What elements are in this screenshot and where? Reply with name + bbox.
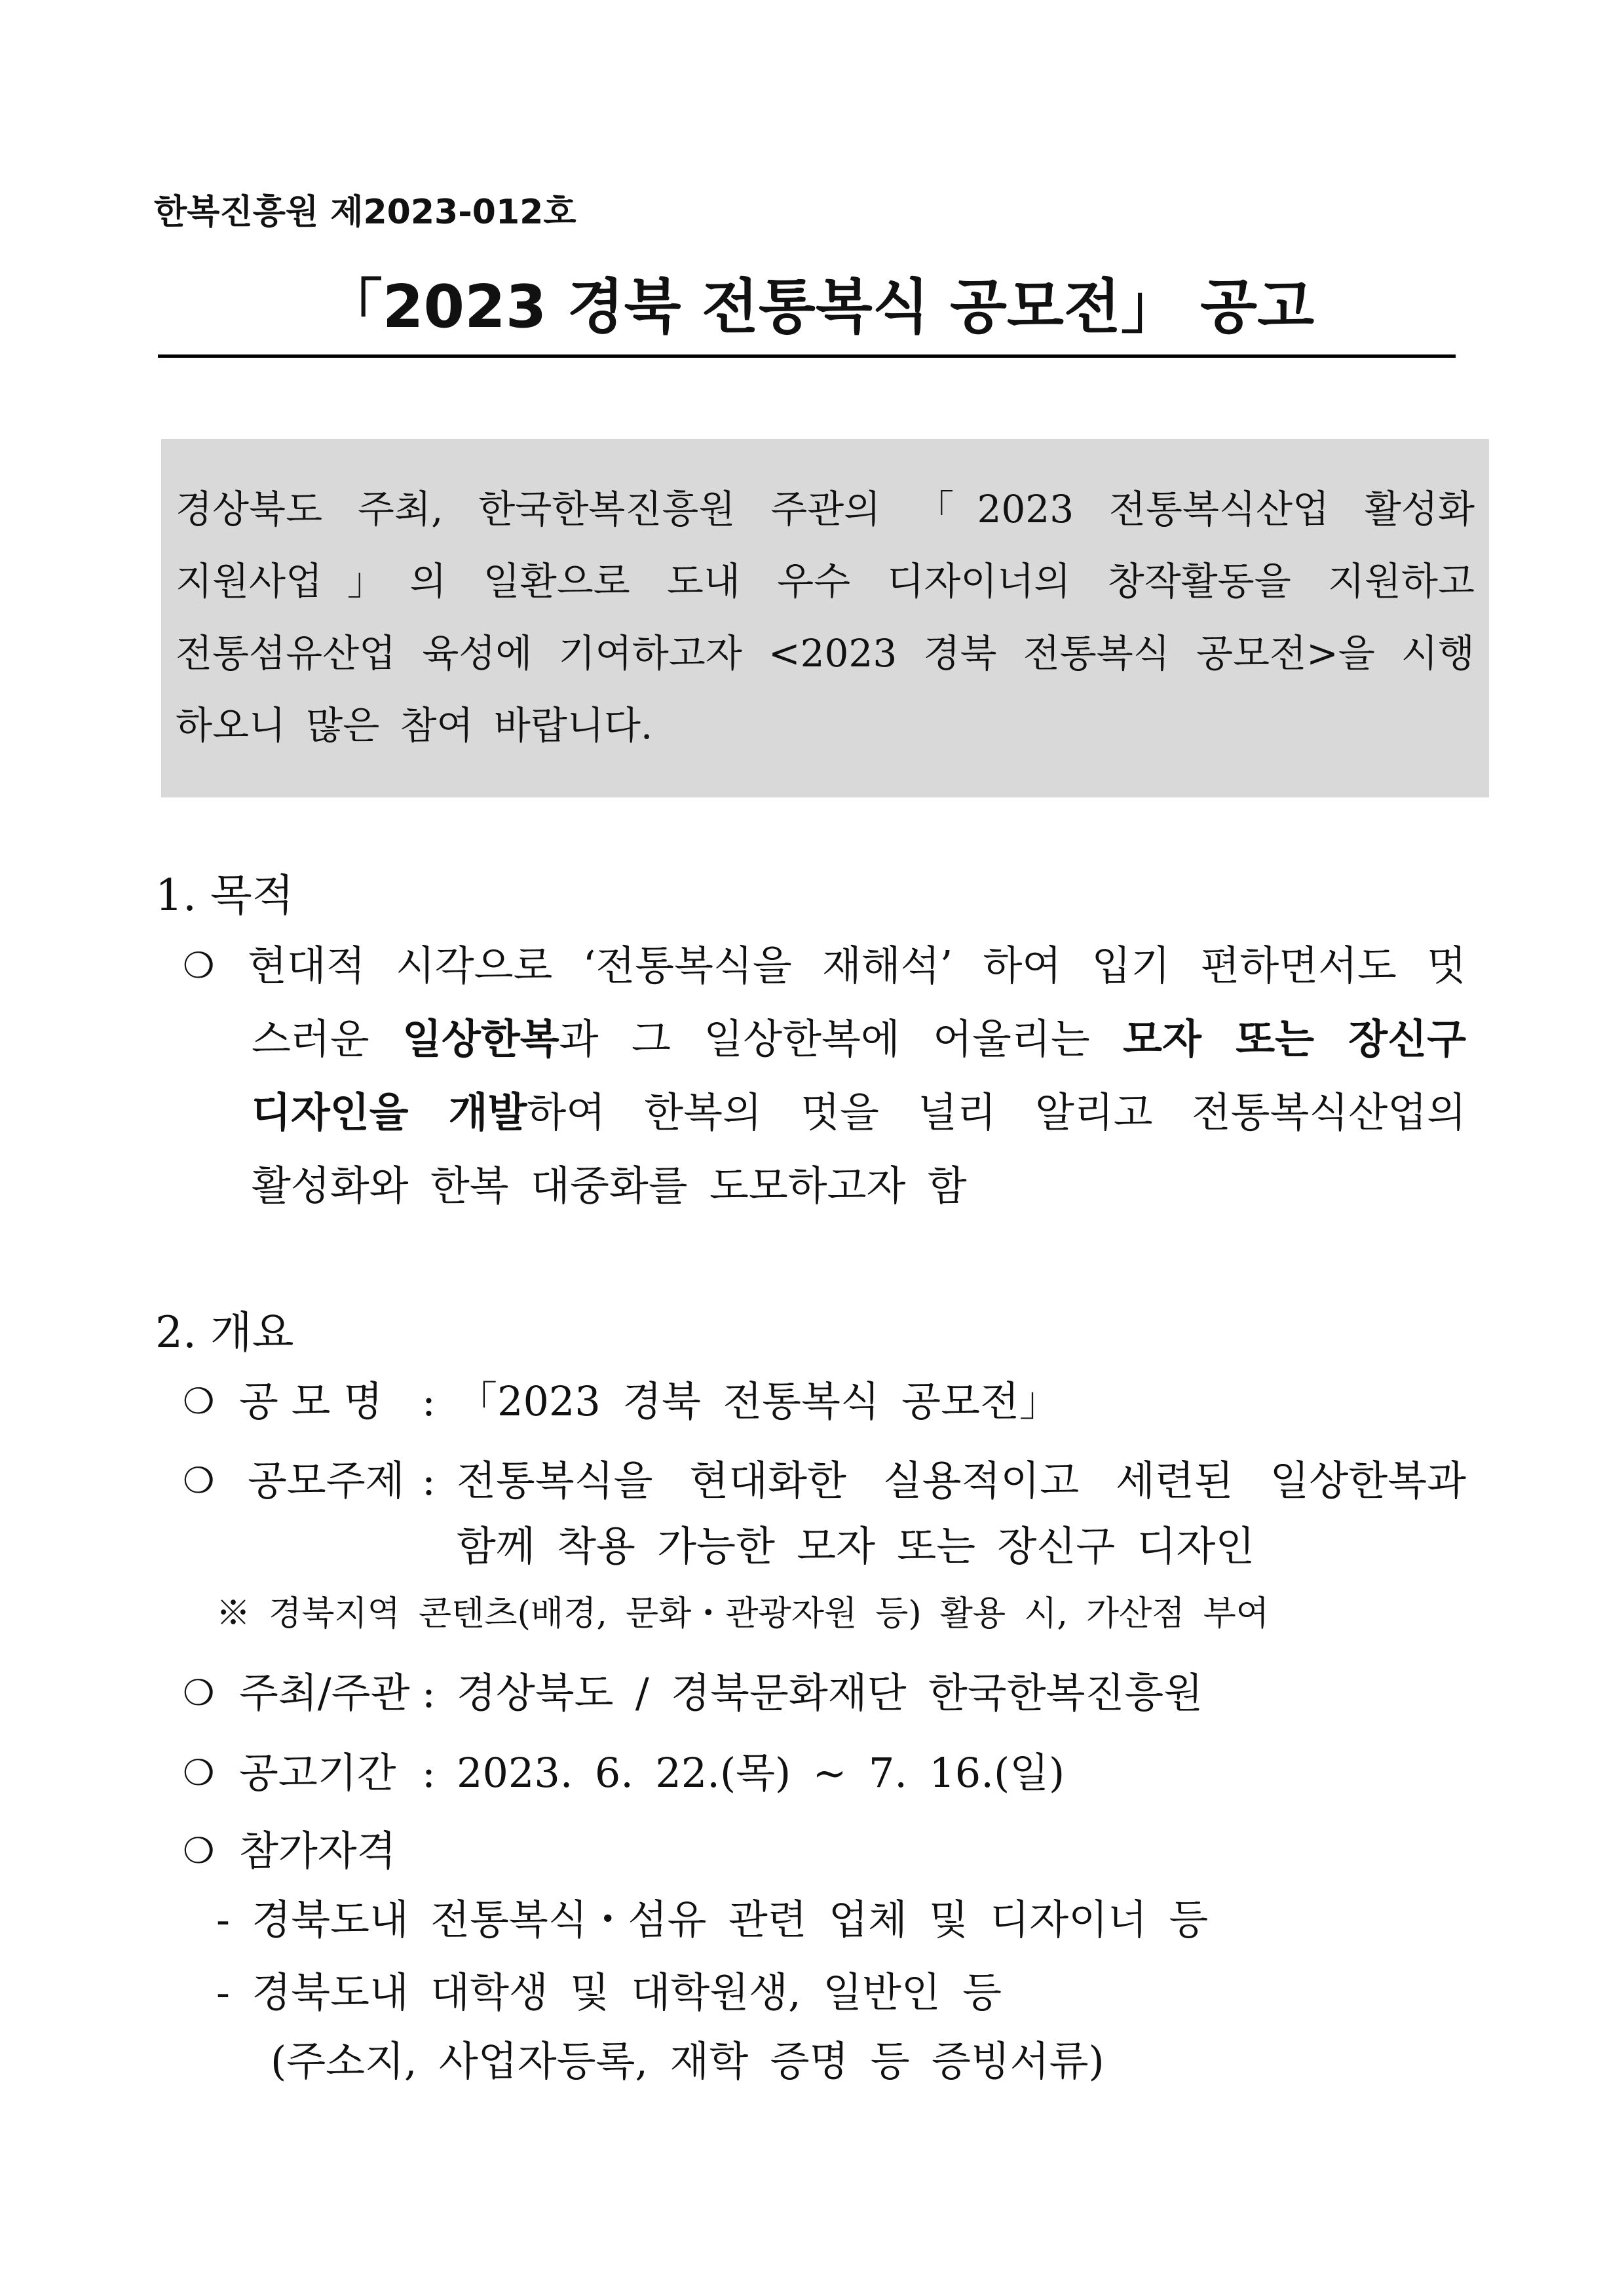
purpose-emphasis: 디자인을 개발 (252, 1088, 527, 1136)
purpose-text: 하여 한복의 멋을 널리 알리고 전통복식산업의 (527, 1088, 1466, 1136)
purpose-emphasis: 일상한복 (402, 1015, 559, 1063)
item-separator: : (422, 1377, 436, 1425)
circle-bullet-icon: ❍ (183, 1672, 215, 1713)
item-separator: : (422, 1749, 436, 1797)
purpose-line: 현대적 시각으로 ‘전통복식을 재해석’ 하여 입기 편하면서도 멋 (248, 942, 1466, 989)
contest-name-value: 「2023 경북 전통복식 공모전」 (457, 1377, 1060, 1425)
intro-line: 경상북도 주최, 한국한복진흥원 주관의 「2023 전통복식산업 활성화 (176, 487, 1475, 531)
circle-bullet-icon: ❍ (183, 1381, 215, 1422)
section-heading-overview: 2. 개요 (155, 1307, 294, 1358)
period-value: 2023. 6. 22.(목) ~ 7. 16.(일) (457, 1749, 1065, 1797)
document-number: 한복진흥원 제2023-012호 (154, 193, 576, 232)
item-separator: : (422, 1669, 436, 1717)
eligibility-line: - 경북도내 대학생 및 대학원생, 일반인 등 (216, 1968, 1002, 2016)
eligibility-proof-note: (주소지, 사업자등록, 재학 증명 등 증빙서류) (271, 2037, 1105, 2085)
circle-bullet-icon: ❍ (183, 1460, 215, 1501)
intro-line: 지원사업」의 일환으로 도내 우수 디자이너의 창작활동을 지원하고 (176, 559, 1475, 603)
organizer-value: 경상북도 / 경북문화재단 한국한복진흥원 (457, 1669, 1203, 1717)
circle-bullet-icon: ❍ (183, 1752, 215, 1793)
circle-bullet-icon: ❍ (183, 1830, 215, 1871)
purpose-text: 스러운 (252, 1015, 403, 1063)
intro-line: 전통섬유산업 육성에 기여하고자 <2023 경북 전통복식 공모전>을 시행 (176, 631, 1475, 676)
intro-box (161, 439, 1489, 797)
theme-value-line: 전통복식을 현대화한 실용적이고 세련된 일상한복과 (457, 1457, 1466, 1504)
intro-line: 하오니 많은 참여 바랍니다. (176, 703, 653, 748)
circle-bullet-icon: ❍ (183, 945, 215, 986)
eligibility-line: - 경북도내 전통복식・섬유 관련 업체 및 디자이너 등 (216, 1896, 1209, 1943)
item-separator: : (422, 1457, 436, 1504)
purpose-line (252, 1003, 1466, 1076)
period-label: 공고기간 (239, 1749, 396, 1797)
eligibility-label: 참가자격 (239, 1827, 396, 1875)
bonus-points-note: ※ 경북지역 콘텐츠(배경, 문화・관광자원 등) 활용 시, 가산점 부여 (216, 1594, 1269, 1634)
document-title: 「2023 경북 전통복식 공모전」 공고 (323, 273, 1315, 341)
purpose-line (252, 1076, 1466, 1149)
purpose-emphasis: 모자 또는 장신구 (1123, 1015, 1466, 1063)
theme-label: 공모주제 (248, 1457, 405, 1504)
theme-value-line: 함께 착용 가능한 모자 또는 장신구 디자인 (457, 1522, 1255, 1570)
title-underline (158, 354, 1456, 358)
purpose-line: 활성화와 한복 대중화를 도모하고자 함 (252, 1162, 967, 1210)
contest-name-label: 공 모 명 (239, 1377, 383, 1425)
section-heading-purpose: 1. 목적 (155, 870, 294, 921)
organizer-label: 주최/주관 (239, 1669, 410, 1717)
purpose-text: 과 그 일상한복에 어울리는 (559, 1015, 1124, 1063)
